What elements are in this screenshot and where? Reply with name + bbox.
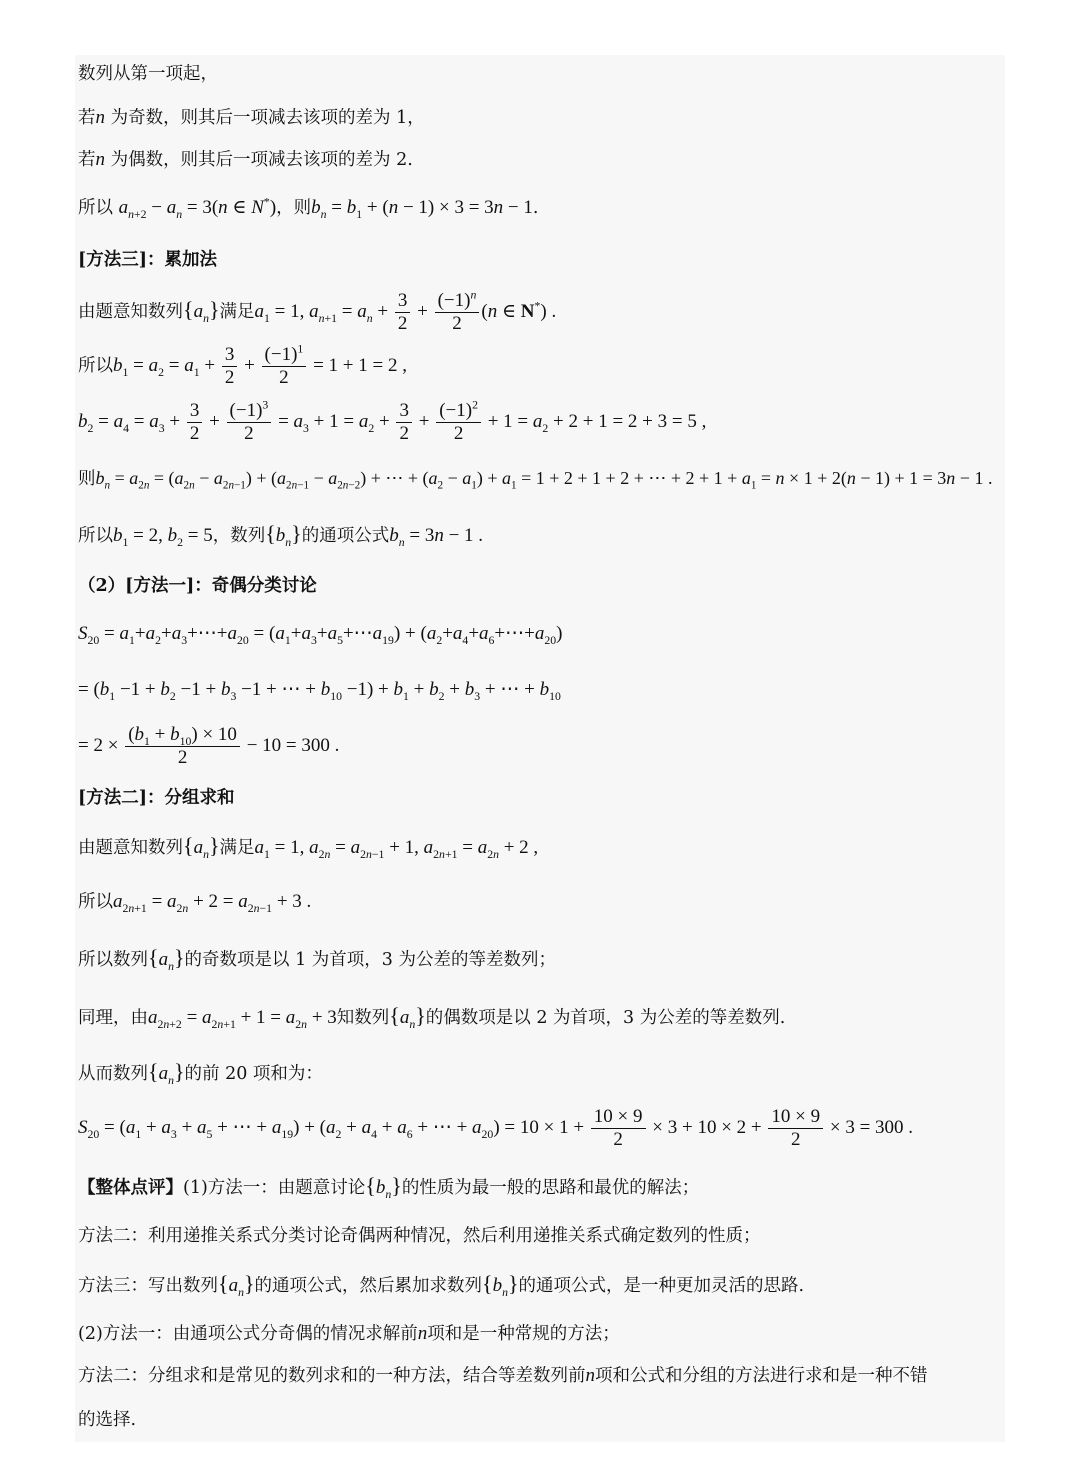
formula: $b_n = 3n - 1$ . — [389, 525, 484, 549]
text: 同理，由 — [78, 1008, 148, 1028]
text: ，则 — [276, 198, 312, 218]
formula: $a_{2n+2} = a_{2n+1} + 1 = a_{2n} + 3$ — [148, 1007, 337, 1031]
text-line-10 — [78, 522, 483, 548]
text-line-13 — [78, 678, 561, 702]
text-line-1 — [78, 62, 218, 86]
text-line-7 — [78, 344, 407, 389]
heading-part-2-method-1 — [78, 574, 317, 598]
text: 的通项公式，然后累加求数列 — [254, 1276, 483, 1296]
text-line-15 — [78, 834, 538, 860]
text: 则 — [78, 469, 96, 489]
text: 由题意知数列 — [78, 838, 183, 858]
text: 为偶数，则其后一项减去该项的差为 2. — [105, 150, 413, 170]
text: . — [532, 198, 539, 218]
text: 项和是一种常规的方法； — [427, 1324, 620, 1344]
text: （2）[方法一]：奇偶分类讨论 — [78, 576, 317, 596]
text-line-21 — [78, 1174, 699, 1200]
text-line-4 — [78, 196, 538, 220]
formula: $\{a_n\}$ — [148, 945, 185, 973]
heading-method-3 — [78, 248, 217, 272]
text-line-22 — [78, 1224, 761, 1248]
formula: $a_1 = 1$, $a_{n+1} = a_n$ + $\frac{3}{2}$ + $\frac{(-1)^n}{2}$ (n ∈ N*) . — [254, 288, 557, 335]
formula: $b_n = b_1 + (n - 1) \times 3 = 3n - 1$ — [311, 197, 533, 221]
text-line-12 — [78, 622, 562, 646]
text: [方法三]：累加法 — [78, 250, 218, 270]
text: 所以 — [78, 198, 113, 218]
text: 的偶数项是以 2 为首项，3 为公差的等差数列. — [425, 1008, 786, 1028]
heading-method-2 — [78, 786, 235, 810]
text: 为奇数，则其后一项减去该项的差为 1， — [105, 108, 425, 128]
formula: $a_{2n+1} = a_{2n} + 2 = a_{2n-1} + 3$ . — [113, 891, 312, 915]
text-line-2: 若n 为奇数，则其后一项减去该项的差为 1， — [78, 107, 425, 128]
text-line-23 — [78, 1272, 804, 1298]
text-line-25: 方法二：分组求和是常见的数列求和的一种方法，结合等差数列前n项和公式和分组的方法进行求和是一种不错 — [78, 1365, 928, 1386]
formula: $a_1 = 1$, $a_{2n} = a_{2n-1} + 1$, $a_{2n+1} = a_{2n} + 2$ , — [254, 837, 539, 861]
formula: $a_{n+2} - a_n = 3(n$ ∈ N*) — [118, 195, 277, 221]
text-line-6 — [78, 288, 556, 335]
text-line-9 — [78, 466, 992, 491]
text: 所以 — [78, 892, 113, 912]
text: 若 — [78, 108, 96, 128]
text-line-16 — [78, 890, 311, 914]
text-line-20 — [78, 1106, 913, 1151]
formula: = 2 × $\frac{(b_1 + b_{10}) \times 10}{2}$ − 10 = 300 . — [78, 724, 340, 769]
text: 的奇数项是以 1 为首项，3 为公差的等差数列； — [184, 950, 556, 970]
text: 的性质为最一般的思路和最优的解法； — [401, 1178, 700, 1198]
text: 若 — [78, 150, 96, 170]
formula: $b_1 = a_2 = a_1$ + $\frac{3}{2}$ + $\frac{(-1)^1}{2}$ = 1 + 1 = 2 , — [113, 342, 407, 389]
text: 数列从第一项起， — [78, 64, 218, 84]
text: 满足 — [219, 302, 255, 322]
formula: $\{a_n\}$ — [148, 1059, 185, 1087]
text: 的通项公式，是一种更加灵活的思路. — [518, 1276, 805, 1296]
text: 方法二：利用递推关系式分类讨论奇偶两种情况，然后利用递推关系式确定数列的性质； — [78, 1226, 761, 1246]
text: 项和公式和分组的方法进行求和是一种不错 — [595, 1366, 928, 1386]
text: 所以数列 — [78, 950, 148, 970]
formula: $S_{20}$ = $a_1+a_2+a_3+\cdots+a_{20}$ = $(a_1+a_3+a_5+\cdots a_{19})$ + $(a_2+a_4+a_6+\cdots+a_{20})$ — [78, 623, 563, 647]
formula: $\{a_n\}$ — [183, 297, 220, 325]
text-line-17 — [78, 946, 556, 972]
text: 从而数列 — [78, 1064, 148, 1084]
formula: $\{a_n\}$ — [389, 1003, 426, 1031]
text: 的前 20 项和为： — [184, 1064, 323, 1084]
text: 知数列 — [336, 1008, 390, 1028]
formula: $b_2 = a_4 = a_3$ + $\frac{3}{2}$ + $\frac{(-1)^3}{2}$ = $a_3 + 1 = a_2$ + $\frac{3}{2}$ + $\frac{(-1)^2}{2}$ + $1 = a_2 + 2 + 1 = 2 + 3 = 5$ , — [78, 398, 707, 445]
formula: $b_n = a_{2n} = (a_{2n} - a_{2n-1}) + (a_{2n-1} - a_{2n-2})$ + ⋯ + $(a_2 - a_1) + a_1 = 1 + 2 + 1 + 2$ + ⋯ + $2 + 1 + a_1 = n \times 1 + 2(n - 1) + 1 = 3n - 1$ . — [95, 468, 993, 492]
text: (1)方法一：由题意讨论 — [183, 1178, 366, 1198]
text: [方法二]：分组求和 — [78, 788, 235, 808]
text: 由题意知数列 — [78, 302, 183, 322]
text-line-24: (2)方法一：由通项公式分奇偶的情况求解前n项和是一种常规的方法； — [78, 1323, 620, 1344]
text: 【整体点评】 — [78, 1178, 183, 1198]
formula: = ($b_1 -1 + b_2 -1 + b_3 -1$ + ⋯ + $b_{10} -1) + b_1 + b_2 + b_3$ + ⋯ + $b_{10}$ — [78, 679, 561, 703]
text-line-3: 若n 为偶数，则其后一项减去该项的差为 2. — [78, 149, 413, 170]
text: 满足 — [219, 838, 255, 858]
text: (2)方法一：由通项公式分奇偶的情况求解前 — [78, 1324, 418, 1344]
formula: $S_{20} = (a_1 + a_3 + a_5$ + ⋯ + $a_{19}) + (a_2 + a_4 + a_6$ + ⋯ + $a_{20}) = 10 \times 1$ + $\frac{10 \times 9}{2}$ × 3 + 10 × 2 + $\frac{10 \times 9}{2}$ × 3 = 300 . — [78, 1106, 914, 1151]
formula: $\{b_n\}$ — [482, 1271, 519, 1299]
text: 的选择. — [78, 1410, 137, 1430]
formula: $b_1 = 2$, $b_2 = 5$ — [113, 525, 213, 549]
text-line-19 — [78, 1060, 323, 1086]
formula: $\{a_n\}$ — [218, 1271, 255, 1299]
formula: $\{b_n\}$ — [365, 1173, 402, 1201]
text: 所以 — [78, 356, 113, 376]
text: 的通项公式 — [301, 526, 390, 546]
formula: $\{a_n\}$ — [183, 833, 220, 861]
text-line-18 — [78, 1004, 785, 1030]
formula: $\{b_n\}$ — [265, 521, 302, 549]
text: 方法三：写出数列 — [78, 1276, 218, 1296]
text-line-26 — [78, 1408, 136, 1432]
text: 所以 — [78, 526, 113, 546]
text-line-8 — [78, 400, 706, 445]
text: ，数列 — [212, 526, 266, 546]
text: 方法二：分组求和是常见的数列求和的一种方法，结合等差数列前 — [78, 1366, 586, 1386]
text-line-14 — [78, 724, 339, 769]
